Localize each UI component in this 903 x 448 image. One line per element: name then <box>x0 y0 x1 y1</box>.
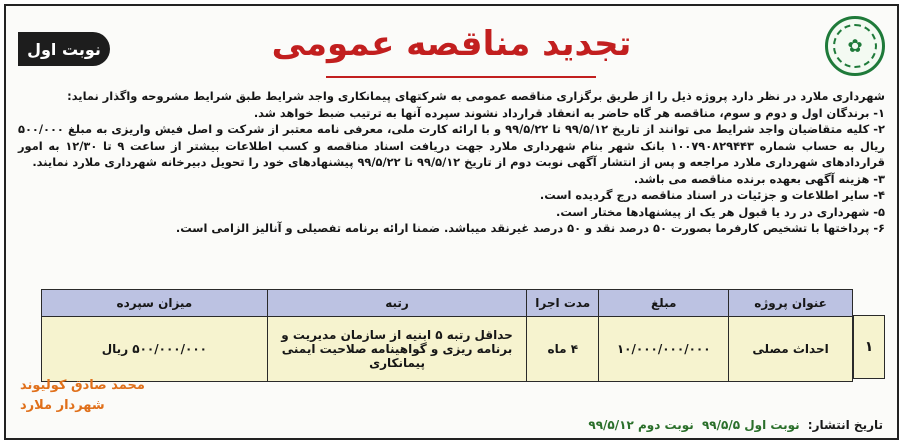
table-row <box>42 317 853 382</box>
signer-name: محمد صادق کولیوند <box>20 378 145 393</box>
cell-grade: حداقل رتبه ۵ ابنیه از سازمان مدیریت و برنامه ریزی و گواهینامه صلاحیت ایمنی پیمانکاری <box>267 317 527 382</box>
notice-body <box>18 88 885 237</box>
signature-block <box>20 376 145 416</box>
clause-2: ۲- کلیه متقاضیان واجد شرایط می توانند از تاریخ ۹۹/۵/۱۲ تا ۹۹/۵/۲۲ و با ارائه کارت ملی، معرفی نامه معتبر از شرکت و اصل فیش واریزی به مبلغ ۵۰۰/۰۰۰ ریال به حساب شماره ۱۰۰۷۹۰۸۲۹۴۴۳ بانک شهر بنام شهرداری ملارد جهت دریافت اسناد مناقصه و کسب اطلاعات بیشتر از ساعت ۹ تا ۱۲/۳۰ به امور قراردادهای شهرداری ملارد مراجعه و پس از انتشار آگهی نوبت دوم از تاریخ ۹۹/۵/۱۲ تا ۹۹/۵/۲۲ پیشنهادهای خود را تحویل دبیرخانه شهرداری ملارد نمایند. <box>18 122 885 169</box>
header-duration: مدت اجرا <box>527 290 599 317</box>
clause-5: ۵- شهرداری در رد یا قبول هر یک از پیشنهادها مختار است. <box>556 204 885 219</box>
table-header-row <box>42 290 853 317</box>
row-number: ۱ <box>853 315 885 379</box>
cell-duration: ۴ ماه <box>527 317 599 382</box>
turn-badge: نوبت اول <box>18 32 110 66</box>
clause-4: ۴- سایر اطلاعات و جزئیات در اسناد مناقصه درج گردیده است. <box>539 188 885 202</box>
signer-role: شهردار ملارد <box>20 398 105 413</box>
second-turn-date: نوبت دوم ۹۹/۵/۱۲ <box>588 418 694 432</box>
cell-project-title: احداث مصلی <box>729 317 853 382</box>
publication-dates <box>584 418 883 432</box>
cell-deposit: ۵۰۰/۰۰۰/۰۰۰ ریال <box>42 317 268 382</box>
title-underline <box>326 76 596 78</box>
header-deposit: میزان سپرده <box>42 290 268 317</box>
header-amount: مبلغ <box>599 290 729 317</box>
header-project-title: عنوان پروژه <box>729 290 853 317</box>
clause-3: ۳- هزینه آگهی بعهده برنده مناقصه می باشد. <box>633 171 885 186</box>
cell-amount: ۱۰/۰۰۰/۰۰۰/۰۰۰ <box>599 317 729 382</box>
emblem-icon: ✿ <box>833 24 877 68</box>
clause-6: ۶- پرداختها با تشخیص کارفرما بصورت ۵۰ درصد نقد و ۵۰ درصد غیرنقد میباشد. ضمنا ارائه برنامه تفصیلی و آنالیز الزامی است. <box>175 221 885 235</box>
tender-notice <box>4 4 899 440</box>
intro-paragraph: شهرداری ملارد در نظر دارد پروژه ذیل را از طریق برگزاری مناقصه عمومی به شرکتهای پیمانکاری واجد شرایط طبق شرایط مشروحه واگذار نماید: <box>67 89 885 103</box>
first-turn-date: نوبت اول ۹۹/۵/۵ <box>701 418 800 432</box>
notice-title: تجدید مناقصه عمومی <box>271 24 632 64</box>
header-grade: رتبه <box>267 290 527 317</box>
dates-label: تاریخ انتشار: <box>807 418 883 432</box>
project-table <box>41 289 853 382</box>
clause-1: ۱- برندگان اول و دوم و سوم، مناقصه هر گاه حاضر به انعقاد قرارداد نشوند سپرده آنها به ترتیب ضبط خواهد شد. <box>253 105 885 120</box>
